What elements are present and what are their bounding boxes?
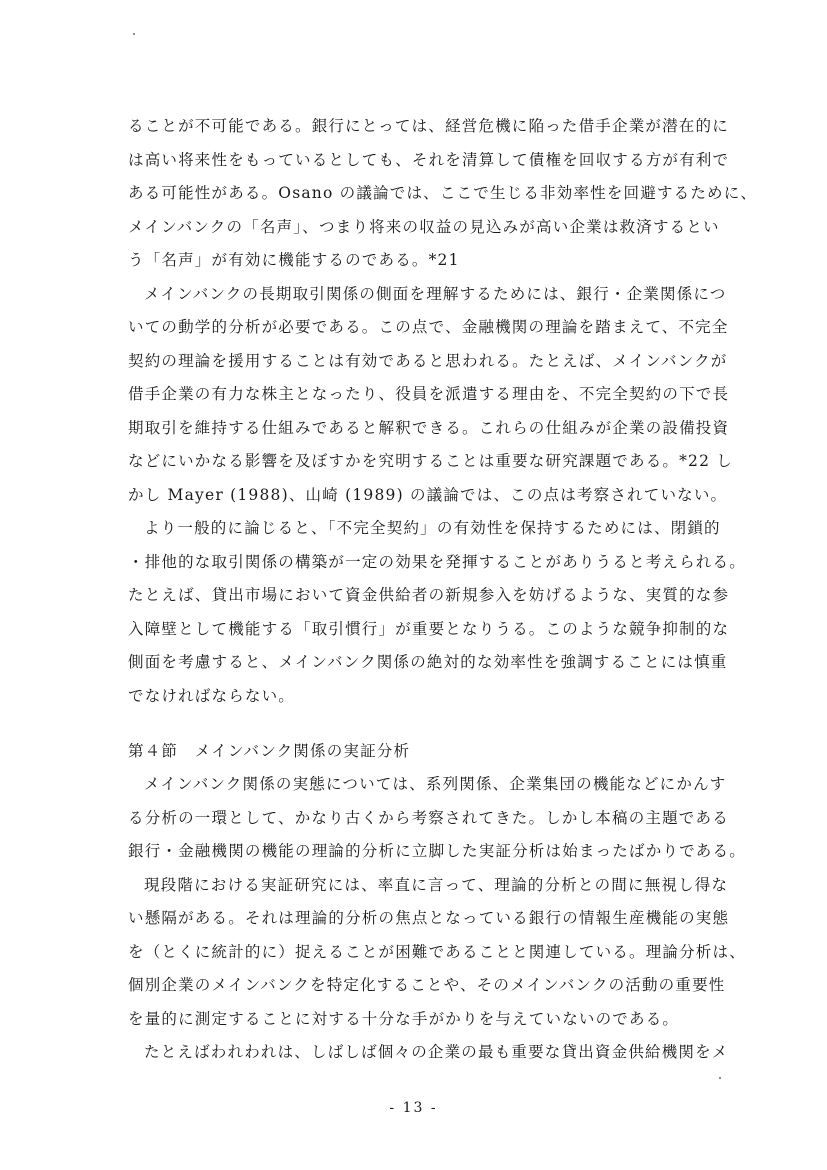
body-text-block-2 [128,768,746,1070]
text-line: 期取引を維持する仕組みであると解釈できる。これらの仕組みが企業の設備投資 [128,418,730,437]
text-line: ることが不可能である。銀行にとっては、経営危機に陥った借手企業が潜在的に [128,117,729,135]
text-line: などにいかなる影響を及ぼすかを究明することは重要な研究課題である。*22 し [128,452,734,470]
text-line: 現段階における実証研究には、率直に言って、理論的分析との間に無視し得な [144,875,729,894]
text-line: たとえば、貸出市場において資金供給者の新規参入を妨げるような、実質的な参 [128,586,730,604]
text-line: を（とくに統計的に）捉えることが困難であることと関連している。理論分析は、 [128,942,746,961]
text-line: 借手企業の有力な株主となったり、役員を派遣する理由を、不完全契約の下で長 [128,385,730,403]
scan-speck [719,1077,721,1079]
text-line: ある可能性がある。Osano の議論では、ここで生じる非効率性を回避するために、 [128,184,758,202]
page-number: - 13 - [389,1100,438,1116]
scan-speck [133,33,135,35]
text-line: より一般的に論じると、「不完全契約」の有効性を保持するためには、閉鎖的 [144,519,721,537]
text-line: でなければならない。 [128,686,296,705]
text-line: う「名声」が有効に機能するのである。*21 [128,251,460,269]
text-line: 銀行・金融機関の機能の理論的分析に立脚した実証分析は始まったばかりである。 [128,842,746,860]
body-text-block-1 [128,110,758,713]
text-line: ・排他的な取引関係の構築が一定の効果を発揮することがありうると考えられる。 [128,552,746,571]
text-line: メインバンク関係の実態については、系列関係、企業集団の機能などにかんす [144,775,727,793]
text-line: は高い将来性をもっているとしても、それを清算して債権を回収する方が有利で [128,150,730,169]
text-line: 契約の理論を援用することは有効であると思われる。たとえば、メインバンクが [128,351,728,370]
text-line: 個別企業のメインバンクを特定化することや、そのメインバンクの活動の重要性 [128,976,726,994]
text-line: メインバンクの長期取引関係の側面を理解するためには、銀行・企業関係につ [144,284,727,303]
text-line: かし Mayer (1988)、山崎 (1989) の議論では、この点は考察されていない。 [128,485,728,504]
text-line: 側面を考慮すると、メインバンク関係の絶対的な効率性を強調することには慎重 [128,653,728,671]
text-line: を量的に測定することに対する十分な手がかりを与えていないのである。 [128,1009,680,1028]
text-line: る分析の一環として、かなり古くから考察されてきた。しかし本稿の主題である [128,808,729,827]
text-line: いての動学的分析が必要である。この点で、金融機関の理論を踏まえて、不完全 [128,318,729,336]
text-line: い懸隔がある。それは理論的分析の焦点となっている銀行の情報生産機能の実態 [128,909,730,927]
section-heading: 第４節 メインバンク関係の実証分析 [128,742,411,760]
text-line: メインバンクの「名声」、つまり将来の収益の見込みが高い企業は救済するとい [128,217,720,236]
text-line: 入障壁として機能する「取引慣行」が重要となりうる。このような競争抑制的な [128,619,730,638]
text-line: たとえばわれわれは、しばしば個々の企業の最も重要な貸出資金供給機関をメ [144,1043,729,1061]
